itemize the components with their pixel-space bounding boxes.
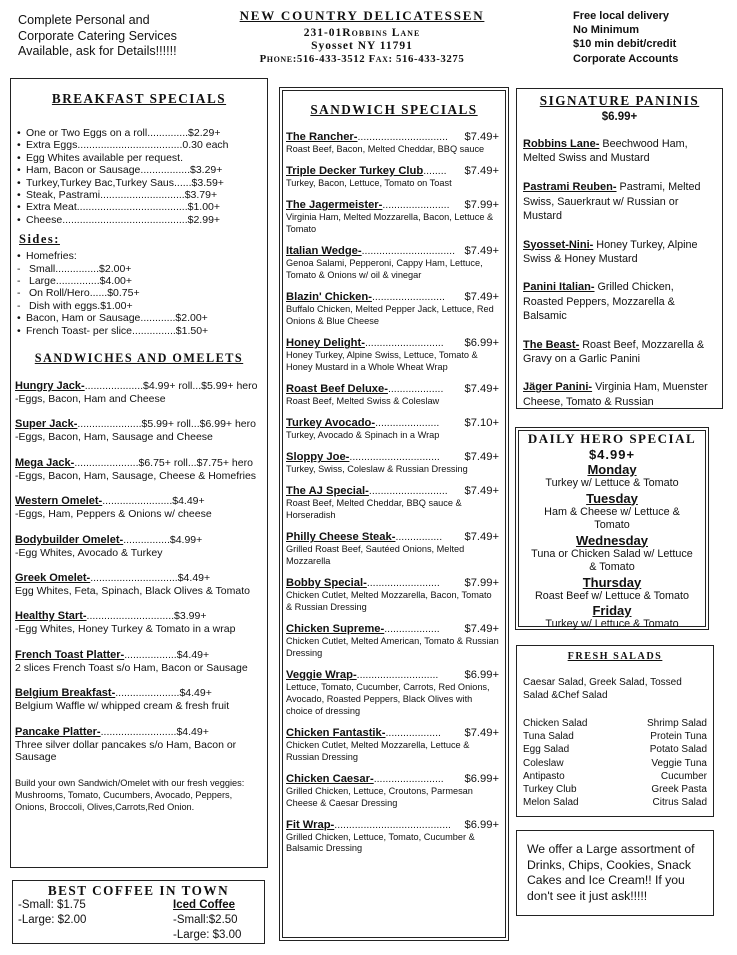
sandwich-desc: Turkey, Bacon, Lettuce, Tomato on Toast <box>286 178 452 189</box>
salad-item: Greek Pasta <box>651 784 707 796</box>
omelet-name: Super Jack- <box>15 418 78 431</box>
sandwich-desc: Chicken Cutlet, Melted American, Tomato & Russian Dressing <box>286 636 499 658</box>
salad-item: Tuna Salad <box>523 731 574 743</box>
bullet-icon: • <box>17 250 21 263</box>
omelet-row <box>15 495 263 508</box>
sandwich-item <box>286 772 499 809</box>
sandwich-panel <box>282 90 506 938</box>
omelet-row <box>15 457 263 470</box>
panini-name: Robbins Lane- <box>523 138 600 150</box>
sandwich-desc: Grilled Roast Beef, Sautéed Onions, Melted Mozzarella <box>286 544 465 566</box>
panini-panel <box>516 88 723 409</box>
panini-name: Jäger Panini- <box>523 381 593 394</box>
salad-item: Melon Salad <box>523 797 579 809</box>
daily-hero-item: Roast Beef w/ Lettuce & Tomato <box>534 589 690 602</box>
sandwich-name: Honey Delight- <box>286 337 365 350</box>
sandwich-dots: ......................... <box>366 577 440 590</box>
bullet-icon: • <box>17 324 21 337</box>
sandwich-row <box>286 164 499 178</box>
coffee-panel <box>12 880 265 944</box>
sandwich-item <box>286 622 499 659</box>
omelet-item <box>15 534 263 560</box>
sandwich-desc: Buffalo Chicken, Melted Pepper Jack, Lettuce, Red Onions & Blue Cheese <box>286 304 494 326</box>
bullet-icon: • <box>17 312 21 325</box>
sandwich-price: $6.99+ <box>464 337 499 350</box>
sandwich-dots: ........................................ <box>334 818 451 831</box>
omelet-desc: Belgium Waffle w/ whipped cream & fresh fruit <box>15 700 230 713</box>
deli-header <box>222 8 502 65</box>
omelet-row <box>15 610 263 623</box>
breakfast-item <box>17 214 267 226</box>
bullet-icon: • <box>17 151 21 164</box>
sandwich-name: Sloppy Joe- <box>286 451 350 464</box>
sandwich-price: $7.49+ <box>464 451 499 464</box>
catering-note <box>18 13 177 60</box>
omelet-name: Greek Omelet- <box>15 571 91 584</box>
salad-list-left <box>523 717 587 809</box>
omelet-item <box>15 572 263 598</box>
sandwich-name: Roast Beef Deluxe- <box>286 383 388 396</box>
side-item-text: Homefries: <box>26 250 77 263</box>
omelet-desc: -Eggs, Bacon, Ham, Sausage, Cheese & Homefries <box>15 469 257 482</box>
salad-list-right <box>647 717 707 809</box>
sandwich-desc: Genoa Salami, Pepperoni, Cappy Ham, Lettuce, Tomato & Onions w/ oil & vinegar <box>286 258 483 280</box>
side-item-text: Bacon, Ham or Sausage............$2.00+ <box>26 312 208 325</box>
panini-desc: Roast Beef, Mozzarella & Gravy on a Garlic Panini <box>523 338 705 365</box>
breakfast-item-text: Steak, Pastrami.............................$3.79+ <box>26 189 218 202</box>
omelet-name: Bodybuilder Omelet- <box>15 533 124 546</box>
breakfast-title: BREAKFAST SPECIALS <box>51 91 227 106</box>
omelet-item <box>15 495 263 521</box>
omelet-name: Hungry Jack- <box>15 380 85 393</box>
sandwich-name: Fit Wrap- <box>286 818 335 831</box>
sandwich-dots: ................... <box>387 383 444 396</box>
sandwich-name: Chicken Fantastik- <box>286 726 386 739</box>
omelet-price: ........................$4.49+ <box>102 495 205 508</box>
panini-price: $6.99+ <box>601 111 638 123</box>
sandwich-desc: Roast Beef, Melted Swiss & Coleslaw <box>286 396 440 407</box>
side-item <box>17 287 267 299</box>
panini-item <box>523 180 716 223</box>
panini-desc: Pastrami, Melted Swiss, Sauerkraut w/ Russian or Mustard <box>523 181 701 222</box>
sandwich-dots: ................... <box>385 726 441 739</box>
iced-coffee-title: Iced Coffee <box>173 899 235 911</box>
side-item-text: On Roll/Hero......$0.75+ <box>29 287 140 300</box>
sandwich-row <box>286 772 499 786</box>
salad-title: FRESH SALADS <box>567 651 663 662</box>
breakfast-item-text: Turkey,Turkey Bac,Turkey Saus......$3.59+ <box>26 176 224 189</box>
breakfast-item <box>17 139 267 151</box>
panini-item <box>523 380 716 408</box>
daily-hero-panel <box>518 430 706 630</box>
panini-name: Pastrami Reuben- <box>523 181 617 194</box>
bullet-icon: - <box>17 299 21 312</box>
sandwich-dots: ............................... <box>349 451 440 464</box>
omelet-price: ..................$4.49+ <box>124 648 210 661</box>
salad-item: Coleslaw <box>523 757 564 769</box>
omelets-title: SANDWICHES AND OMELETS <box>34 351 244 366</box>
breakfast-item-text: Egg Whites available per request. <box>26 151 184 164</box>
daily-hero-day: Monday <box>587 462 637 477</box>
omelet-name: Pancake Platter- <box>15 725 101 738</box>
sandwich-item <box>286 164 499 190</box>
salad-item: Veggie Tuna <box>651 757 707 769</box>
side-item <box>17 312 267 324</box>
sandwich-name: Bobby Special- <box>286 577 367 590</box>
omelet-price: ......................$5.99+ roll...$6.99+ hero <box>77 418 256 431</box>
bullet-icon: • <box>17 176 21 189</box>
omelet-row <box>15 649 263 662</box>
sandwich-row <box>286 576 499 590</box>
sandwich-desc: Grilled Chicken, Lettuce, Tomato, Cucumber & Balsamic Dressing <box>286 831 475 854</box>
bullet-icon: • <box>17 213 21 226</box>
sandwich-desc: Lettuce, Tomato, Cucumber, Carrots, Red Onions, Avocado, Roasted Peppers, Black Olives with choice of dressing <box>286 682 490 716</box>
delivery-line: $10 min debit/credit <box>573 38 677 51</box>
side-item <box>17 300 267 312</box>
bullet-icon: - <box>17 275 21 288</box>
daily-hero-list <box>519 462 705 632</box>
sandwich-row <box>286 484 499 498</box>
panini-item <box>523 280 716 323</box>
panini-list <box>523 137 716 409</box>
daily-hero-item: Ham & Cheese w/ Lettuce & Tomato <box>544 505 680 531</box>
sandwich-name: Chicken Supreme- <box>286 623 385 636</box>
catering-line: Available, ask for Details!!!!!! <box>18 44 177 59</box>
sandwich-row <box>286 622 499 636</box>
breakfast-item <box>17 164 267 176</box>
omelet-row <box>15 726 263 739</box>
sandwich-price: $7.99+ <box>464 577 499 590</box>
sandwich-dots: ........................... <box>364 337 444 350</box>
sandwich-item <box>286 244 499 281</box>
omelet-row <box>15 534 263 547</box>
daily-hero-day: Wednesday <box>575 532 648 548</box>
side-item <box>17 250 267 262</box>
bullet-icon: - <box>17 262 21 275</box>
breakfast-list <box>17 127 267 226</box>
side-item-text: Large...............$4.00+ <box>29 275 133 288</box>
sandwich-item <box>286 818 499 855</box>
omelet-row <box>15 572 263 585</box>
breakfast-item-text: Cheese...........................................$2.99+ <box>26 213 221 226</box>
daily-hero-day: Tuesday <box>586 490 638 506</box>
sandwich-price: $7.49+ <box>464 726 499 739</box>
daily-hero-day: Thursday <box>582 574 642 590</box>
bullet-icon: • <box>17 139 21 152</box>
side-item <box>17 275 267 287</box>
salad-item: Chicken Salad <box>523 718 588 729</box>
sandwich-item <box>286 450 499 476</box>
sandwich-name: The Jagermeister- <box>286 199 383 212</box>
salad-item: Shrimp Salad <box>646 718 707 729</box>
sandwich-price: $7.99+ <box>464 199 499 212</box>
sandwich-dots: ........ <box>423 165 447 178</box>
sandwich-name: Philly Cheese Steak- <box>286 531 396 544</box>
catering-line: Complete Personal and <box>18 13 150 27</box>
sandwich-name: Italian Wedge- <box>286 245 362 258</box>
bullet-icon: • <box>17 127 21 139</box>
salad-item: Antipasto <box>523 770 565 782</box>
omelet-item <box>15 610 263 636</box>
catering-line: Corporate Catering Services <box>18 28 177 43</box>
drinks-panel <box>516 830 714 916</box>
omelet-row <box>15 418 263 431</box>
breakfast-item-text: Extra Eggs....................................0.30 each <box>26 139 229 152</box>
omelet-price: ..............................$3.99+ <box>86 610 207 623</box>
omelet-desc: -Eggs, Bacon, Ham and Cheese <box>15 393 166 406</box>
sandwich-desc: Virginia Ham, Melted Mozzarella, Bacon, Lettuce & Tomato <box>286 212 494 234</box>
panini-desc: Honey Turkey, Alpine Swiss & Honey Mustard <box>523 238 698 265</box>
sandwich-price: $7.49+ <box>464 291 499 304</box>
drinks-text: We offer a Large assortment of Drinks, Chips, Cookies, Snack Cakes and Ice Cream!! If you don't see it just ask!!!!! <box>527 842 695 903</box>
panini-name: The Beast- <box>523 338 580 351</box>
sandwich-dots: ........................... <box>368 485 448 498</box>
sandwich-dots: ........................ <box>373 772 444 785</box>
sandwich-price: $7.49+ <box>464 531 499 544</box>
omelet-item <box>15 457 263 483</box>
panini-item <box>523 238 716 266</box>
sandwich-list <box>286 130 499 855</box>
sandwich-price: $6.99+ <box>464 669 499 682</box>
coffee-small: -Small: $1.75 <box>18 899 86 911</box>
daily-hero-item: Turkey w/ Lettuce & Tomato <box>545 618 679 630</box>
sandwich-desc: Roast Beef, Bacon, Melted Cheddar, BBQ sauce <box>286 144 485 154</box>
salad-intro: Caesar Salad, Greek Salad, Tossed Salad &Chef Salad <box>523 677 682 701</box>
bullet-icon: • <box>17 201 21 214</box>
sandwich-desc: Grilled Chicken, Lettuce, Croutons, Parmesan Cheese & Caesar Dressing <box>286 785 473 808</box>
sandwich-row <box>286 818 499 832</box>
omelet-name: Belgium Breakfast- <box>15 687 116 700</box>
deli-phone: Phone:516-433-3512 Fax: 516-433-3275 <box>259 53 465 65</box>
sandwich-name: Chicken Caesar- <box>286 772 374 785</box>
omelet-desc: Three silver dollar pancakes s/o Ham, Bacon or Sausage <box>15 738 237 764</box>
breakfast-item <box>17 189 267 201</box>
omelet-price: ....................$4.99+ roll...$5.99+ hero <box>84 380 258 393</box>
sandwich-item <box>286 290 499 327</box>
breakfast-item <box>17 201 267 213</box>
omelet-item <box>15 418 263 444</box>
sandwich-dots: ......................... <box>371 291 445 304</box>
sandwich-row <box>286 382 499 396</box>
side-item <box>17 263 267 275</box>
delivery-note <box>573 9 678 66</box>
delivery-line: Free local delivery <box>573 10 669 22</box>
iced-coffee-large: -Large: $3.00 <box>173 929 242 941</box>
panini-name: Syosset-Nini- <box>523 238 594 251</box>
sides-list <box>17 250 267 337</box>
omelet-name: Healthy Start- <box>15 610 87 623</box>
sandwich-row <box>286 668 499 682</box>
omelet-item <box>15 649 263 675</box>
omelet-price: ................$4.99+ <box>123 533 203 546</box>
side-item-text: French Toast- per slice...............$1.50+ <box>26 324 209 337</box>
omelet-desc: -Egg Whites, Avocado & Turkey <box>15 546 163 559</box>
sandwich-dots: ...................... <box>375 417 440 430</box>
sandwich-dots: ................ <box>395 531 443 544</box>
sandwich-desc: Roast Beef, Melted Cheddar, BBQ sauce & Horseradish <box>286 498 462 520</box>
sandwich-row <box>286 726 499 740</box>
omelet-name: Mega Jack- <box>15 456 75 469</box>
sandwich-row <box>286 290 499 304</box>
panini-desc: Grilled Chicken, Roasted Peppers, Mozzarella & Balsamic <box>523 281 675 322</box>
deli-name: NEW COUNTRY DELICATESSEN <box>239 8 485 23</box>
sandwich-item <box>286 198 499 235</box>
panini-desc: Virginia Ham, Muenster Cheese, Tomato & Russian <box>523 381 708 408</box>
daily-hero-item: Turkey w/ Lettuce & Tomato <box>545 477 679 489</box>
panini-desc: Beechwood Ham, Melted Swiss and Mustard <box>523 138 688 165</box>
sandwich-desc: Chicken Cutlet, Melted Mozzarella, Bacon, Tomato & Russian Dressing <box>286 590 492 612</box>
breakfast-item-text: Extra Meat......................................$1.00+ <box>26 201 221 214</box>
omelet-item <box>15 726 263 765</box>
salad-item: Citrus Salad <box>652 797 707 809</box>
panini-title: SIGNATURE PANINIS <box>539 93 700 108</box>
sandwich-price: $7.49+ <box>464 383 499 396</box>
sandwich-title: SANDWICH SPECIALS <box>310 102 478 117</box>
sandwich-item <box>286 336 499 373</box>
sandwich-item <box>286 726 499 763</box>
breakfast-item <box>17 127 267 139</box>
sandwich-item <box>286 130 499 156</box>
deli-address-line2: Syosset NY 11791 <box>311 40 413 52</box>
sandwich-price: $7.49+ <box>464 485 499 498</box>
sandwich-item <box>286 382 499 408</box>
omelet-item <box>15 687 263 713</box>
delivery-line: No Minimum <box>573 24 639 37</box>
panini-item <box>523 338 716 366</box>
omelet-price: ..............................$4.49+ <box>90 571 211 584</box>
sandwich-item <box>286 484 499 521</box>
omelets-list <box>15 380 263 764</box>
sandwich-item <box>286 668 499 717</box>
sandwich-price: $7.49+ <box>464 623 499 636</box>
sandwich-desc: Turkey, Swiss, Coleslaw & Russian Dressing <box>286 464 468 475</box>
sandwich-item <box>286 530 499 567</box>
omelet-desc: -Egg Whites, Honey Turkey & Tomato in a wrap <box>15 623 236 636</box>
sandwich-row <box>286 416 499 430</box>
sandwich-item <box>286 416 499 442</box>
sandwich-row <box>286 450 499 464</box>
omelet-name: Western Omelet- <box>15 495 103 508</box>
omelet-row <box>15 687 263 700</box>
salad-item: Turkey Club <box>523 784 577 796</box>
salad-item: Cucumber <box>660 770 707 782</box>
sandwich-desc: Honey Turkey, Alpine Swiss, Lettuce, Tomato & Honey Mustard in a Whole Wheat Wrap <box>286 350 478 372</box>
sandwich-price: $7.10+ <box>464 417 499 430</box>
sandwich-price: $7.49+ <box>464 245 499 258</box>
sandwich-row <box>286 130 499 144</box>
sandwich-price: $7.49+ <box>464 165 499 178</box>
panini-name: Panini Italian- <box>523 281 595 294</box>
sandwich-name: Triple Decker Turkey Club <box>286 165 424 178</box>
daily-hero-price: $4.99+ <box>588 447 636 462</box>
sandwich-price: $6.99+ <box>464 818 499 831</box>
salad-item: Protein Tuna <box>650 731 707 743</box>
sandwich-row <box>286 530 499 544</box>
sandwich-name: The Rancher- <box>286 131 358 143</box>
omelet-row <box>15 380 263 393</box>
sandwich-dots: ................... <box>384 623 440 636</box>
omelet-price: ......................$6.75+ roll...$7.75+ hero <box>74 456 253 469</box>
breakfast-item-text: One or Two Eggs on a roll..............$2.29+ <box>26 127 221 139</box>
deli-address-line1: 231-01Robbins Lane <box>303 27 421 39</box>
sandwich-price: $6.99+ <box>464 772 499 785</box>
delivery-line: Corporate Accounts <box>573 52 679 65</box>
coffee-title: BEST COFFEE IN TOWN <box>47 883 230 898</box>
sandwich-name: Turkey Avocado- <box>286 417 376 430</box>
iced-coffee-small: -Small:$2.50 <box>173 914 238 926</box>
sandwich-dots: ....................... <box>382 199 450 212</box>
omelet-desc: 2 slices French Toast s/o Ham, Bacon or Sausage <box>15 661 248 674</box>
breakfast-item <box>17 177 267 189</box>
breakfast-item-text: Ham, Bacon or Sausage.................$3.29+ <box>26 164 223 177</box>
omelet-name: French Toast Platter- <box>15 648 125 661</box>
salad-panel <box>516 645 714 817</box>
breakfast-item <box>17 152 267 164</box>
omelet-item <box>15 380 263 406</box>
sandwich-name: Veggie Wrap- <box>286 669 357 682</box>
sandwich-desc: Turkey, Avocado & Spinach in a Wrap <box>286 430 440 441</box>
sandwich-row <box>286 198 499 212</box>
sandwich-dots: ............................... <box>357 131 448 143</box>
bullet-icon: • <box>17 164 21 177</box>
sandwich-item <box>286 576 499 613</box>
build-your-own-note: Build your own Sandwich/Omelet with our fresh veggies: Mushrooms, Tomato, Cucumbers, Avocado, Peppers, Onions, Broccoli, Olives,Carrots,Red Onion. <box>15 777 245 813</box>
bullet-icon: - <box>17 287 21 300</box>
omelet-price: ..........................$4.49+ <box>100 725 209 738</box>
breakfast-panel <box>10 78 268 868</box>
sandwich-price: $7.49+ <box>464 131 499 143</box>
daily-hero-item: Tuna or Chicken Salad w/ Lettuce & Tomato <box>531 547 693 573</box>
sandwich-row <box>286 244 499 258</box>
omelet-desc: -Eggs, Ham, Peppers & Onions w/ cheese <box>15 508 212 521</box>
side-item <box>17 325 267 337</box>
sandwich-dots: ............................ <box>356 669 439 682</box>
omelet-desc: -Eggs, Bacon, Ham, Sausage and Cheese <box>15 431 213 444</box>
sandwich-name: Blazin' Chicken- <box>286 291 372 304</box>
sandwich-name: The AJ Special- <box>286 485 369 498</box>
salad-item: Potato Salad <box>649 744 707 756</box>
sandwich-desc: Chicken Cutlet, Melted Mozzarella, Lettuce & Russian Dressing <box>286 739 470 762</box>
omelet-desc: Egg Whites, Feta, Spinach, Black Olives & Tomato <box>15 584 250 597</box>
daily-hero-day: Friday <box>592 603 632 618</box>
daily-hero-title: DAILY HERO SPECIAL <box>527 431 697 446</box>
bullet-icon: • <box>17 189 21 202</box>
sandwich-row <box>286 336 499 350</box>
salad-item: Egg Salad <box>523 744 570 756</box>
side-item-text: Dish with eggs.$1.00+ <box>29 299 133 312</box>
sandwich-dots: ................................ <box>361 245 455 258</box>
sides-title: Sides: <box>19 232 60 247</box>
coffee-large: -Large: $2.00 <box>18 914 87 926</box>
omelet-price: ......................$4.49+ <box>115 687 212 700</box>
side-item-text: Small...............$2.00+ <box>29 262 132 275</box>
panini-item <box>523 137 716 165</box>
